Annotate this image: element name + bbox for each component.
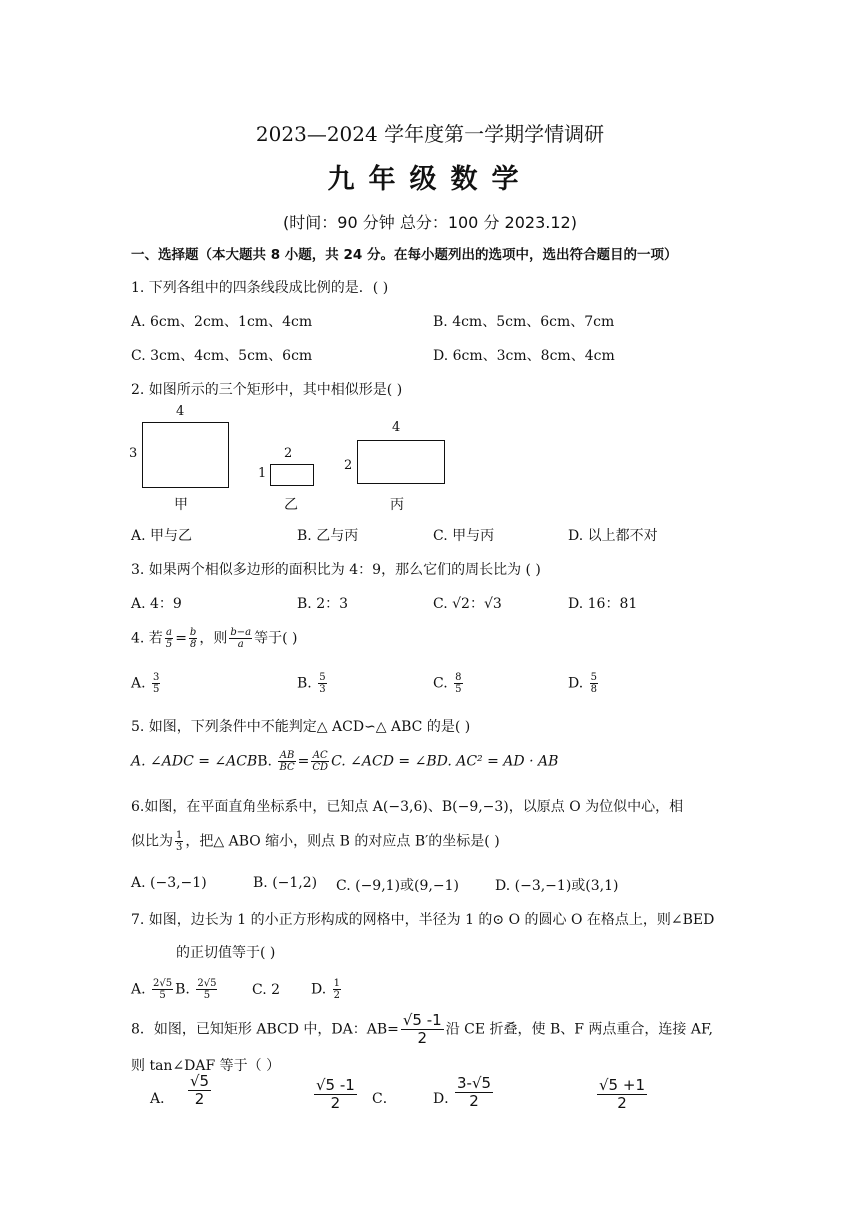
q7-a-den: 5 <box>159 990 166 1001</box>
q4-c-frac <box>454 672 462 695</box>
q6-ratio-den: 3 <box>176 842 183 853</box>
q5-option-a: A. ∠ADC = ∠ACB <box>131 753 258 770</box>
q5-b-frac2-num: AC <box>312 750 328 761</box>
q8-d-label: D． <box>433 1091 459 1107</box>
q5-option-c: C. ∠ACD = ∠B <box>331 753 437 770</box>
q5-b-frac1 <box>278 750 295 773</box>
q8-c-label: C． <box>372 1091 397 1107</box>
q1-option-d: D. 6cm、3cm、8cm、4cm <box>433 348 615 364</box>
q4-option-c <box>433 672 465 695</box>
q7-option-c: C. 2 <box>252 982 281 998</box>
q7-a-frac <box>152 978 173 1001</box>
q5-b-frac1-den: BC <box>279 762 295 773</box>
q4-b-den: 3 <box>319 684 326 695</box>
q6-option-b: B. (−1,2) <box>253 875 318 891</box>
q4-b-num: 5 <box>319 672 326 683</box>
q4-b-label: B. <box>297 675 312 692</box>
q1-stem: 1. 下列各组中的四条线段成比例的是．( ) <box>131 280 389 296</box>
q8-ratio-num: √5 -1 <box>402 1011 442 1029</box>
q7-d-frac <box>333 978 341 1001</box>
q8-a-den: 2 <box>194 1090 205 1108</box>
q2-stem: 2. 如图所示的三个矩形中，其中相似形是( ) <box>131 382 403 398</box>
q4-c-label: C. <box>433 675 448 692</box>
q7-b-den: 5 <box>203 990 211 1001</box>
q4-c-num: 8 <box>455 672 462 683</box>
rect-yi <box>270 464 314 486</box>
q4-frac-a5-num: a <box>166 627 172 638</box>
q7-line1: 7. 如图，边长为 1 的小正方形构成的网格中，半径为 1 的⊙ O 的圆心 O 在格点上，则∠BED <box>131 912 715 928</box>
rect-bing-side-label: 2 <box>344 458 353 473</box>
q4-a-frac <box>152 672 160 695</box>
rect-bing-top-label: 4 <box>392 420 401 435</box>
q3-option-b: B. 2：3 <box>297 596 349 612</box>
q8-line1-pre: 8．如图，已知矩形 ABCD 中，DA：AB= <box>131 1021 399 1038</box>
q6-option-d: D. (−3,−1)或(3,1) <box>495 878 619 894</box>
q7-b-frac <box>196 978 217 1001</box>
q6-line1: 6.如图，在平面直角坐标系中，已知点 A(−3,6)、B(−9,−3)，以原点 O 为位似中心，相 <box>131 799 684 815</box>
rect-jia-name: 甲 <box>174 497 188 513</box>
q6-line2-pre: 似比为 <box>131 833 173 850</box>
q4-eq: = <box>175 630 187 647</box>
q5-b-eq: = <box>297 753 310 770</box>
rect-yi-top-label: 2 <box>284 446 293 461</box>
q4-stem-post: 等于( ) <box>254 630 298 647</box>
q8-d-frac <box>453 1075 495 1110</box>
q7-option-d <box>311 978 343 1001</box>
q6-option-c: C. (−9,1)或(9,−1) <box>336 878 459 894</box>
q8-a-label: A． <box>150 1091 175 1107</box>
q4-d-den: 8 <box>590 684 598 695</box>
q6-option-a: A. (−3,−1) <box>131 875 207 891</box>
q4-option-b <box>297 672 329 695</box>
rect-bing <box>357 440 445 484</box>
q4-frac-b8-num: b <box>189 627 197 638</box>
q8-line1 <box>131 1012 713 1047</box>
q7-line2: 的正切值等于( ) <box>176 945 276 961</box>
q8-ratio-frac <box>401 1012 444 1047</box>
q2-option-a: A. 甲与乙 <box>131 528 193 544</box>
q4-d-label: D. <box>568 675 584 692</box>
q8-b-frac <box>312 1077 359 1112</box>
q5-option-b-label: B. <box>257 753 273 770</box>
q8-e-num: √5 +1 <box>599 1076 645 1094</box>
q4-c-den: 5 <box>455 684 462 695</box>
q4-frac-expr-den: a <box>237 639 244 650</box>
q8-line2: 则 tan∠DAF 等于（ ） <box>131 1058 281 1074</box>
q8-e-den: 2 <box>617 1094 627 1112</box>
q7-a-label: A. <box>131 981 146 998</box>
q5-option-d: D. AC² = AD · AB <box>436 753 559 770</box>
q7-a-num: 2√5 <box>153 978 173 989</box>
rect-yi-name: 乙 <box>284 497 298 513</box>
q5-b-frac1-num: AB <box>279 750 295 761</box>
q4-a-den: 5 <box>153 684 160 695</box>
q7-d-label: D. <box>311 981 327 998</box>
q6-ratio-num: 1 <box>176 830 183 841</box>
q6-line2 <box>131 830 500 853</box>
q4-a-num: 3 <box>153 672 160 683</box>
q1-option-c: C. 3cm、4cm、5cm、6cm <box>131 348 313 364</box>
q4-d-frac <box>590 672 598 695</box>
q7-b-label: B. <box>175 981 190 998</box>
rect-jia <box>142 422 229 488</box>
exam-title: 2023—2024 学年度第一学期学情调研 <box>255 122 605 146</box>
q8-b-num: √5 -1 <box>316 1076 355 1094</box>
q4-frac-a5-den: 5 <box>165 639 173 650</box>
q8-d-den: 2 <box>469 1092 479 1110</box>
q8-b-den: 2 <box>330 1094 341 1112</box>
q2-option-d: D. 以上都不对 <box>568 528 658 544</box>
q6-line2-post: ，把△ ABO 缩小，则点 B 的对应点 B′的坐标是( ) <box>185 833 500 850</box>
q1-option-a: A. 6cm、2cm、1cm、4cm <box>131 314 313 330</box>
section-heading: 一、选择题（本大题共 8 小题，共 24 分。在每小题列出的选项中，选出符合题目的一项） <box>131 247 678 263</box>
q4-option-a <box>131 672 162 695</box>
q2-option-b: B. 乙与丙 <box>297 528 359 544</box>
q4-b-frac <box>318 672 326 695</box>
q4-frac-expr-num: b−a <box>230 627 252 638</box>
q5-b-frac2-den: CD <box>312 762 329 773</box>
q1-option-b: B. 4cm、5cm、6cm、7cm <box>433 314 615 330</box>
q3-stem: 3. 如果两个相似多边形的面积比为 4：9，那么它们的周长比为 ( ) <box>131 562 541 578</box>
rect-yi-side-label: 1 <box>258 466 267 481</box>
q8-a-frac <box>186 1073 213 1108</box>
q7-b-num: 2√5 <box>197 978 217 989</box>
q4-frac-expr <box>229 627 252 650</box>
rect-bing-name: 丙 <box>390 497 404 513</box>
rect-jia-top-label: 4 <box>176 404 185 419</box>
q4-d-num: 5 <box>590 672 598 683</box>
q4-frac-b8-den: 8 <box>189 639 197 650</box>
q8-a-num: √5 <box>190 1072 210 1090</box>
q5-options <box>131 750 558 773</box>
q5-stem: 5. 如图，下列条件中不能判定△ ACD∽△ ABC 的是( ) <box>131 719 471 735</box>
q4-frac-a5 <box>165 627 173 650</box>
q7-d-den: 2 <box>333 990 341 1001</box>
q8-line1-post: 沿 CE 折叠，使 B、F 两点重合，连接 AF, <box>445 1021 713 1038</box>
exam-info: (时间：90 分钟 总分：100 分 2023.12) <box>283 213 577 232</box>
q7-d-num: 1 <box>333 978 341 989</box>
q2-option-c: C. 甲与丙 <box>433 528 495 544</box>
q4-frac-b8 <box>189 627 197 650</box>
q4-mid: ，则 <box>199 630 228 647</box>
q3-option-c: C. √2：√3 <box>433 596 502 612</box>
q3-option-a: A. 4：9 <box>131 596 182 612</box>
rect-jia-side-label: 3 <box>129 446 138 461</box>
q3-option-d: D. 16：81 <box>568 596 638 612</box>
q8-ratio-den: 2 <box>417 1029 428 1047</box>
exam-subject: 九年级数学 <box>327 164 533 195</box>
q8-d-num: 3-√5 <box>457 1074 492 1092</box>
q4-a-label: A. <box>131 675 146 692</box>
q8-e-frac <box>595 1077 649 1112</box>
q6-ratio-frac <box>175 830 183 853</box>
q4-stem <box>131 627 297 650</box>
q4-option-d <box>568 672 600 695</box>
q5-b-frac2 <box>311 750 329 773</box>
q7-options <box>131 978 219 1001</box>
q4-stem-pre: 4. 若 <box>131 630 163 647</box>
